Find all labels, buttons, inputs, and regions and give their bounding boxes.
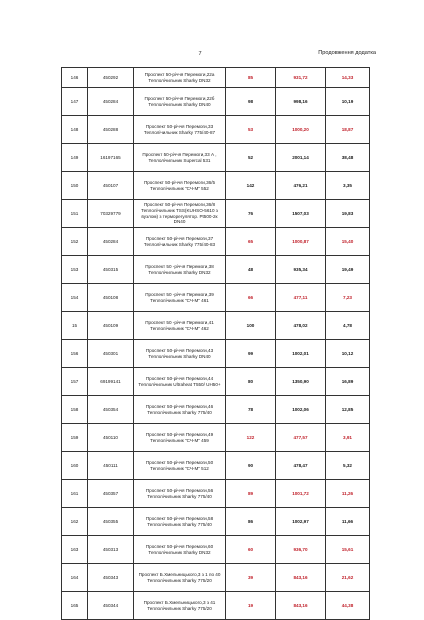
table-row (62, 564, 370, 592)
price-cell: 1000,20 (276, 116, 326, 144)
price-cell: 931,72 (276, 68, 326, 88)
row-number-cell: 15 (62, 312, 88, 340)
total-cell: 15,40 (326, 228, 370, 256)
table-row (62, 480, 370, 508)
address-cell: Проспект Б.Хмельницького,3 з 1 по 40 Теплолічильник Sharky 775/20 (134, 564, 226, 592)
meter-code-cell: 450109 (88, 312, 134, 340)
price-cell: 1350,90 (276, 368, 326, 396)
total-cell: 44,38 (326, 592, 370, 620)
meter-code-cell: 450111 (88, 452, 134, 480)
appendix-continuation-label: Продовження додатка (318, 50, 376, 56)
quantity-cell: 122 (226, 424, 276, 452)
row-number-cell: 148 (62, 116, 88, 144)
table-row (62, 452, 370, 480)
table-row (62, 144, 370, 172)
table-row (62, 424, 370, 452)
quantity-cell: 65 (226, 228, 276, 256)
row-number-cell: 151 (62, 200, 88, 228)
total-cell: 19,49 (326, 256, 370, 284)
row-number-cell: 163 (62, 536, 88, 564)
row-number-cell: 146 (62, 68, 88, 88)
row-number-cell: 165 (62, 592, 88, 620)
quantity-cell: 39 (226, 564, 276, 592)
quantity-cell: 53 (226, 116, 276, 144)
table-row (62, 172, 370, 200)
address-cell: Проспект 50-річчя Перемоги,33 А , Теплолічильник Supercal 531 (134, 144, 226, 172)
address-cell: Проспект 50-річчя Перемоги,43 Теплолічильник Sharky DN40 (134, 340, 226, 368)
row-number-cell: 150 (62, 172, 88, 200)
address-cell: Проспект 50-річчя Перемоги,44 Теплолічильник Ultraheat T550/ UH50+ (134, 368, 226, 396)
row-number-cell: 153 (62, 256, 88, 284)
total-cell: 10,12 (326, 340, 370, 368)
quantity-cell: 48 (226, 256, 276, 284)
table-row (62, 284, 370, 312)
address-cell: Проспект 50-річчя Перемоги,49 Теплолічильник "СЧ-М" 459 (134, 424, 226, 452)
total-cell: 11,26 (326, 480, 370, 508)
row-number-cell: 161 (62, 480, 88, 508)
quantity-cell: 98 (226, 88, 276, 116)
table-row (62, 228, 370, 256)
meter-code-cell: 450313 (88, 536, 134, 564)
table-row (62, 368, 370, 396)
total-cell: 14,33 (326, 68, 370, 88)
table-row (62, 312, 370, 340)
address-cell: Проспект 50-річчя Перемоги,56 Теплолічильник Sharky 775/40 (134, 480, 226, 508)
total-cell: 16,89 (326, 368, 370, 396)
address-cell: Проспект 50 -річчя Перемоги,38 Теплолічильник Sharky DN32 (134, 256, 226, 284)
meter-code-cell: 450354 (88, 396, 134, 424)
table-row (62, 68, 370, 88)
total-cell: 5,32 (326, 452, 370, 480)
price-cell: 935,34 (276, 256, 326, 284)
row-number-cell: 160 (62, 452, 88, 480)
address-cell: Проспект 50 -річчя Перемоги,41 Теплолічильник "СЧ-М" 462 (134, 312, 226, 340)
meter-code-cell: 450301 (88, 340, 134, 368)
meter-code-cell: 450108 (88, 284, 134, 312)
total-cell: 18,87 (326, 116, 370, 144)
row-number-cell: 159 (62, 424, 88, 452)
row-number-cell: 147 (62, 88, 88, 116)
row-number-cell: 157 (62, 368, 88, 396)
meter-code-cell: 450343 (88, 564, 134, 592)
meter-code-cell: 450355 (88, 508, 134, 536)
row-number-cell: 154 (62, 284, 88, 312)
price-cell: 477,57 (276, 424, 326, 452)
meter-code-cell: 450110 (88, 424, 134, 452)
quantity-cell: 80 (226, 368, 276, 396)
table-row (62, 508, 370, 536)
price-cell: 843,16 (276, 592, 326, 620)
address-cell: Проспект 50-річчя Перемоги,46 Теплолічильник Sharky 775/40 (134, 396, 226, 424)
meters-table-body (62, 68, 370, 620)
address-cell: Проспект 50-річчя Перемоги,36/8 Теплолічильник TSS(KUHSO-5610 з вузлом) з терморегулятор. Pt500-2к DN40 (134, 200, 226, 228)
total-cell: 3,35 (326, 172, 370, 200)
table-row (62, 340, 370, 368)
quantity-cell: 142 (226, 172, 276, 200)
total-cell: 38,48 (326, 144, 370, 172)
meter-code-cell: 16197165 (88, 144, 134, 172)
quantity-cell: 90 (226, 452, 276, 480)
meter-code-cell: 450288 (88, 116, 134, 144)
price-cell: 476,21 (276, 172, 326, 200)
quantity-cell: 76 (226, 200, 276, 228)
meter-code-cell: 450292 (88, 68, 134, 88)
quantity-cell: 60 (226, 536, 276, 564)
price-cell: 998,16 (276, 88, 326, 116)
total-cell: 19,83 (326, 200, 370, 228)
total-cell: 12,85 (326, 396, 370, 424)
meters-table (61, 67, 370, 620)
price-cell: 478,47 (276, 452, 326, 480)
table-row (62, 116, 370, 144)
meter-code-cell: 450344 (88, 592, 134, 620)
price-cell: 478,02 (276, 312, 326, 340)
meter-code-cell: 450315 (88, 256, 134, 284)
price-cell: 936,70 (276, 536, 326, 564)
price-cell: 1000,87 (276, 228, 326, 256)
quantity-cell: 66 (226, 284, 276, 312)
address-cell: Проспект 50-річчя Перемоги,33 Теплолічильник Sharky 775/40-87 (134, 116, 226, 144)
address-cell: Проспект 50-річчя Перемоги,50 Теплолічильник "СЧ-М" 512 (134, 452, 226, 480)
table-row (62, 200, 370, 228)
total-cell: 15,61 (326, 536, 370, 564)
total-cell: 4,78 (326, 312, 370, 340)
total-cell: 7,23 (326, 284, 370, 312)
quantity-cell: 99 (226, 340, 276, 368)
table-row (62, 88, 370, 116)
price-cell: 1001,72 (276, 480, 326, 508)
meter-code-cell: 450284 (88, 228, 134, 256)
total-cell: 11,66 (326, 508, 370, 536)
price-cell: 843,16 (276, 564, 326, 592)
address-cell: Проспект 50-річчя Перемоги,36/5 Теплолічильник "СЧ-М" 552 (134, 172, 226, 200)
price-cell: 1002,06 (276, 396, 326, 424)
table-row (62, 592, 370, 620)
quantity-cell: 89 (226, 480, 276, 508)
meter-code-cell: 450357 (88, 480, 134, 508)
quantity-cell: 100 (226, 312, 276, 340)
row-number-cell: 156 (62, 340, 88, 368)
price-cell: 1507,03 (276, 200, 326, 228)
quantity-cell: 85 (226, 68, 276, 88)
table-row (62, 256, 370, 284)
price-cell: 1002,01 (276, 340, 326, 368)
row-number-cell: 164 (62, 564, 88, 592)
quantity-cell: 52 (226, 144, 276, 172)
page-number: 7 (198, 51, 202, 57)
address-cell: Проспект 50-річчя Перемоги,37 Теплолічильник Sharky 775/40-83 (134, 228, 226, 256)
address-cell: Проспект 50 -річчя Перемоги,39 Теплолічильник "СЧ-М" 461 (134, 284, 226, 312)
quantity-cell: 19 (226, 592, 276, 620)
table-row (62, 396, 370, 424)
row-number-cell: 152 (62, 228, 88, 256)
row-number-cell: 158 (62, 396, 88, 424)
meter-code-cell: 450284 (88, 88, 134, 116)
address-cell: Проспект Б.Хмельницького,3 з 41 Теплолічильник Sharky 775/20 (134, 592, 226, 620)
total-cell: 21,62 (326, 564, 370, 592)
address-cell: Проспект 50-річчя Перемоги,58 Теплолічильник Sharky 775/40 (134, 508, 226, 536)
quantity-cell: 78 (226, 396, 276, 424)
row-number-cell: 162 (62, 508, 88, 536)
row-number-cell: 149 (62, 144, 88, 172)
meter-code-cell: 70329779 (88, 200, 134, 228)
total-cell: 10,19 (326, 88, 370, 116)
address-cell: Проспект 50-річчя Перемоги,60 Теплолічильник Sharky DN32 (134, 536, 226, 564)
total-cell: 3,91 (326, 424, 370, 452)
table-row (62, 536, 370, 564)
quantity-cell: 86 (226, 508, 276, 536)
price-cell: 477,11 (276, 284, 326, 312)
meter-code-cell: 69199141 (88, 368, 134, 396)
address-cell: Проспект 50-річчя Перемоги,22б Теплолічильник Sharky DN40 (134, 88, 226, 116)
meter-code-cell: 450107 (88, 172, 134, 200)
price-cell: 2001,14 (276, 144, 326, 172)
address-cell: Проспект 50-річчя Перемоги,22а Теплолічильник Sharky DN32 (134, 68, 226, 88)
price-cell: 1002,97 (276, 508, 326, 536)
